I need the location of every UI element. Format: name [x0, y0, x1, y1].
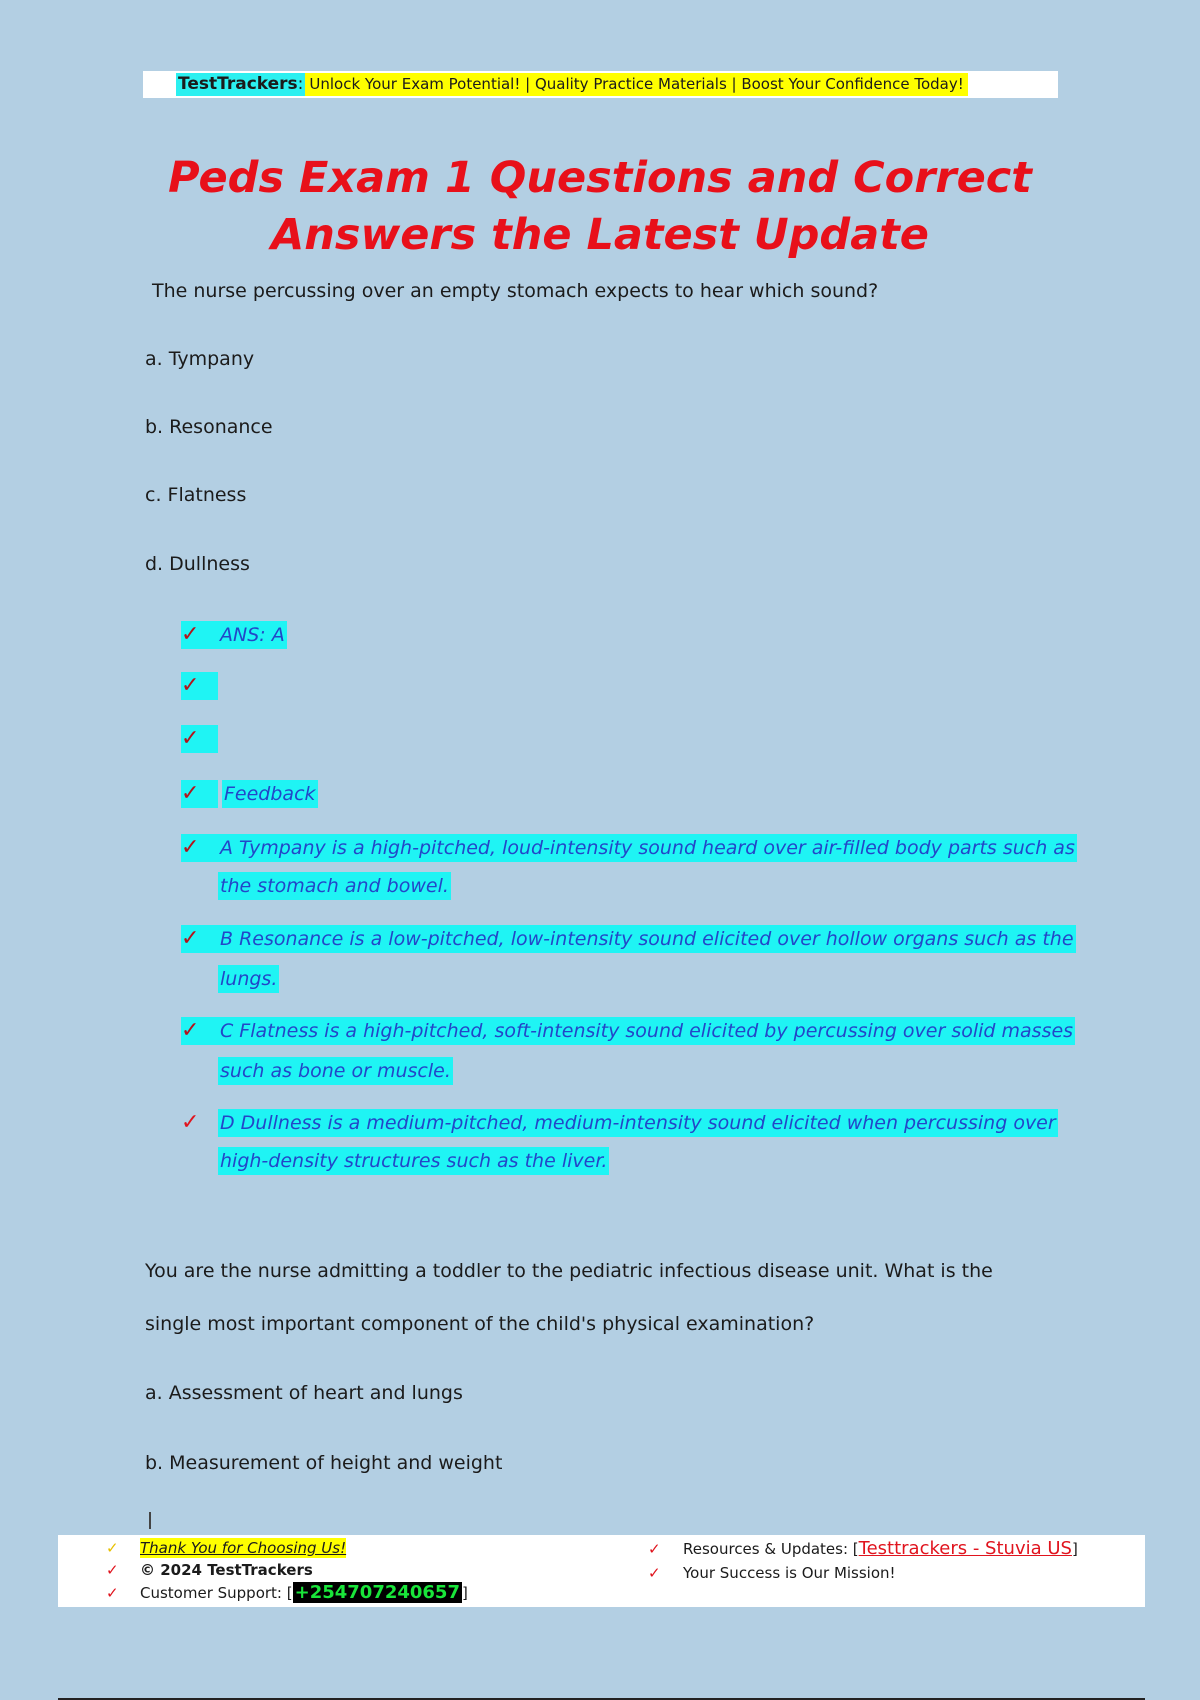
question-2-text-line-2: single most important component of the child's physical examination?	[145, 1313, 815, 1335]
check-icon: ✓	[181, 1110, 200, 1135]
title-line-2: Answers the Latest Update	[271, 210, 929, 260]
check-icon: ✓	[106, 1584, 119, 1602]
header-tagline: Unlock Your Exam Potential! | Quality Practice Materials | Boost Your Confidence Today!	[305, 73, 967, 96]
title-line-1: Peds Exam 1 Questions and Correct	[168, 153, 1032, 203]
question-1-text: The nurse percussing over an empty stomach expects to hear which sound?	[152, 280, 879, 302]
check-icon: ✓	[106, 1539, 119, 1557]
answer-key: ANS: A	[218, 621, 287, 649]
footer-banner: ✓ Thank You for Choosing Us! ✓ © 2024 TestTrackers ✓ Customer Support: [ +254707240657 ] ✓ Resources & Updates: [Testtrackers - Stuvia US] ✓ Your Success is Our Mission!	[58, 1535, 1145, 1607]
brand-name: TestTrackers:	[178, 74, 304, 94]
text-cursor	[149, 1512, 151, 1529]
question-2-text-line-1: You are the nurse admitting a toddler to the pediatric infectious disease unit. What is the	[145, 1260, 993, 1282]
feedback-label: Feedback	[222, 780, 318, 808]
support-phone-link[interactable]: +254707240657	[294, 1582, 460, 1603]
question-2-option-a: a. Assessment of heart and lungs	[145, 1382, 463, 1404]
check-icon: ✓	[181, 781, 200, 806]
check-icon: ✓	[106, 1561, 119, 1579]
check-icon: ✓	[181, 726, 200, 751]
question-1-option-c: c. Flatness	[145, 484, 247, 506]
check-icon: ✓	[648, 1564, 661, 1582]
check-icon: ✓	[181, 622, 200, 647]
question-1-option-a: a. Tympany	[145, 348, 255, 370]
check-icon: ✓	[181, 835, 200, 860]
resources-link[interactable]: Testtrackers - Stuvia US	[858, 1538, 1072, 1559]
header-banner	[143, 71, 1058, 98]
check-icon: ✓	[181, 1018, 200, 1043]
check-icon: ✓	[181, 926, 200, 951]
document-title	[100, 150, 1100, 264]
question-2-option-b: b. Measurement of height and weight	[145, 1452, 503, 1474]
check-icon: ✓	[648, 1540, 661, 1558]
question-1-option-d: d. Dullness	[145, 553, 250, 575]
check-icon: ✓	[181, 673, 200, 698]
question-1-option-b: b. Resonance	[145, 416, 273, 438]
